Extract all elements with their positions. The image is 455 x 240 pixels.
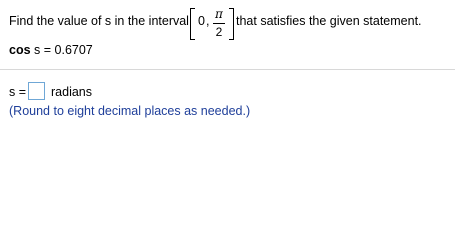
fraction-denominator: 2 xyxy=(215,25,223,39)
statement-function: cos xyxy=(9,43,31,57)
answer-variable-label: s = xyxy=(9,85,27,99)
statement-expression: s = 0.6707 xyxy=(30,43,93,57)
answer-unit-label: radians xyxy=(51,85,92,99)
question-line xyxy=(9,4,449,44)
interval-separator: , xyxy=(206,14,210,28)
interval-expression xyxy=(190,4,234,44)
question-text-after: that satisfies the given statement. xyxy=(236,14,422,28)
left-bracket xyxy=(190,8,195,40)
interval-lower-bound: 0 xyxy=(198,14,205,28)
interval-upper-bound-fraction xyxy=(213,7,225,41)
right-bracket xyxy=(229,8,234,40)
fraction-bar xyxy=(213,23,225,24)
fraction-numerator: π xyxy=(215,7,223,21)
question-text-before: Find the value of s in the interval xyxy=(9,14,189,28)
rounding-instruction: (Round to eight decimal places as needed.) xyxy=(9,104,251,118)
answer-input[interactable] xyxy=(28,82,45,100)
section-divider xyxy=(0,69,455,70)
given-statement xyxy=(9,43,93,57)
